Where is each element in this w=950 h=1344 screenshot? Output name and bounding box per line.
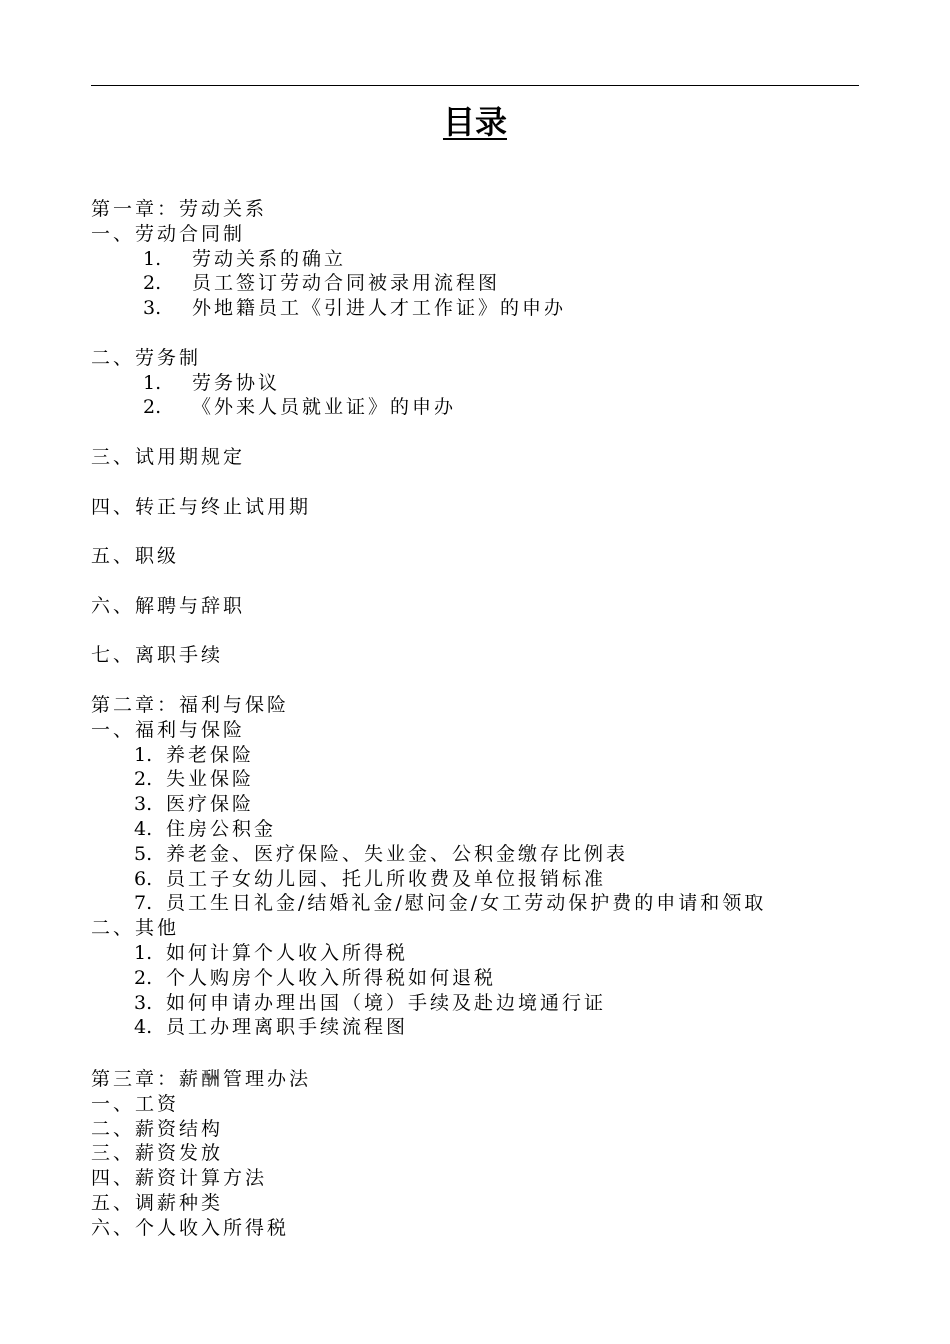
toc-item bbox=[0, 767, 950, 792]
toc-item-text: 员工办理离职手续流程图 bbox=[166, 1016, 409, 1039]
toc-item-text: 员工生日礼金/结婚礼金/慰问金/女工劳动保护费的申请和领取 bbox=[166, 892, 767, 915]
toc-item-text: 个人购房个人收入所得税如何退税 bbox=[166, 966, 497, 989]
toc-item-text: 如何申请办理出国（境）手续及赴边境通行证 bbox=[166, 991, 607, 1014]
section-heading: 四、转正与终止试用期 bbox=[91, 495, 312, 518]
toc-item bbox=[0, 966, 950, 991]
toc-item bbox=[0, 991, 950, 1016]
toc-item-number: 1. bbox=[143, 247, 162, 270]
toc-item-number: 1. bbox=[134, 942, 153, 964]
toc-item-number: 2. bbox=[143, 396, 162, 419]
toc-item-number: 3. bbox=[134, 991, 153, 1014]
toc-item-text: 住房公积金 bbox=[166, 818, 277, 840]
section-heading: 五、调薪种类 bbox=[91, 1192, 224, 1214]
toc-item-number: 7. bbox=[134, 892, 153, 915]
toc-item bbox=[0, 395, 950, 420]
toc-item bbox=[0, 842, 950, 867]
toc-item-text: 员工子女幼儿园、托儿所收费及单位报销标准 bbox=[166, 867, 607, 890]
toc-item-number: 5. bbox=[134, 842, 153, 865]
toc-item bbox=[0, 941, 950, 966]
section-heading: 一、工资 bbox=[91, 1092, 180, 1115]
section-heading: 二、薪资结构 bbox=[91, 1117, 224, 1140]
toc-item bbox=[0, 891, 950, 916]
section-heading: 一、劳动合同制 bbox=[91, 222, 246, 245]
toc-item-text: 劳务协议 bbox=[192, 371, 281, 394]
toc-item bbox=[0, 817, 950, 842]
section-heading: 二、劳务制 bbox=[91, 346, 202, 369]
toc-item-text: 外地籍员工《引进人才工作证》的申办 bbox=[192, 297, 567, 320]
toc-item-number: 4. bbox=[134, 1016, 153, 1039]
toc-item-number: 3. bbox=[143, 297, 162, 320]
toc-item-number: 3. bbox=[134, 793, 153, 816]
toc-item-text: 养老金、医疗保险、失业金、公积金缴存比例表 bbox=[166, 842, 629, 865]
toc-item-number: 2. bbox=[134, 768, 153, 791]
section-heading: 二、其他 bbox=[91, 917, 180, 940]
section-heading: 三、薪资发放 bbox=[91, 1142, 224, 1165]
section-heading: 一、福利与保险 bbox=[91, 718, 246, 741]
toc-item-text: 如何计算个人收入所得税 bbox=[166, 942, 409, 964]
toc-item-number: 4. bbox=[134, 818, 153, 840]
toc-item bbox=[0, 867, 950, 892]
toc-item-text: 员工签订劳动合同被录用流程图 bbox=[192, 272, 501, 295]
toc-item-number: 1. bbox=[143, 371, 162, 394]
toc-item-text: 《外来人员就业证》的申办 bbox=[192, 396, 457, 419]
toc-item bbox=[0, 296, 950, 321]
chapter-heading: 第三章：薪酬管理办法 bbox=[91, 1068, 312, 1090]
toc-item bbox=[0, 792, 950, 817]
toc-item-number: 2. bbox=[134, 966, 153, 989]
toc-item bbox=[0, 1015, 950, 1040]
section-heading: 四、薪资计算方法 bbox=[91, 1167, 268, 1190]
page-title-text: 目录 bbox=[442, 103, 507, 141]
toc-item-number: 2. bbox=[143, 272, 162, 295]
section-heading: 三、试用期规定 bbox=[91, 446, 246, 468]
section-heading: 七、离职手续 bbox=[91, 644, 224, 667]
toc-item-number: 6. bbox=[134, 867, 153, 890]
toc-item bbox=[0, 371, 950, 396]
section-heading: 六、解聘与辞职 bbox=[91, 594, 246, 617]
chapter-heading: 第二章：福利与保险 bbox=[91, 694, 290, 716]
section-heading: 六、个人收入所得税 bbox=[91, 1216, 290, 1239]
chapter-heading: 第一章：劳动关系 bbox=[91, 198, 268, 220]
section-heading: 五、职级 bbox=[91, 545, 180, 568]
toc-item-text: 劳动关系的确立 bbox=[192, 247, 347, 270]
toc-item bbox=[0, 247, 950, 272]
toc-item-number: 1. bbox=[134, 743, 153, 766]
toc-item bbox=[0, 271, 950, 296]
toc-item-text: 医疗保险 bbox=[166, 793, 255, 816]
toc-item-text: 失业保险 bbox=[166, 768, 255, 791]
toc-item-text: 养老保险 bbox=[166, 743, 255, 766]
toc-item bbox=[0, 743, 950, 768]
